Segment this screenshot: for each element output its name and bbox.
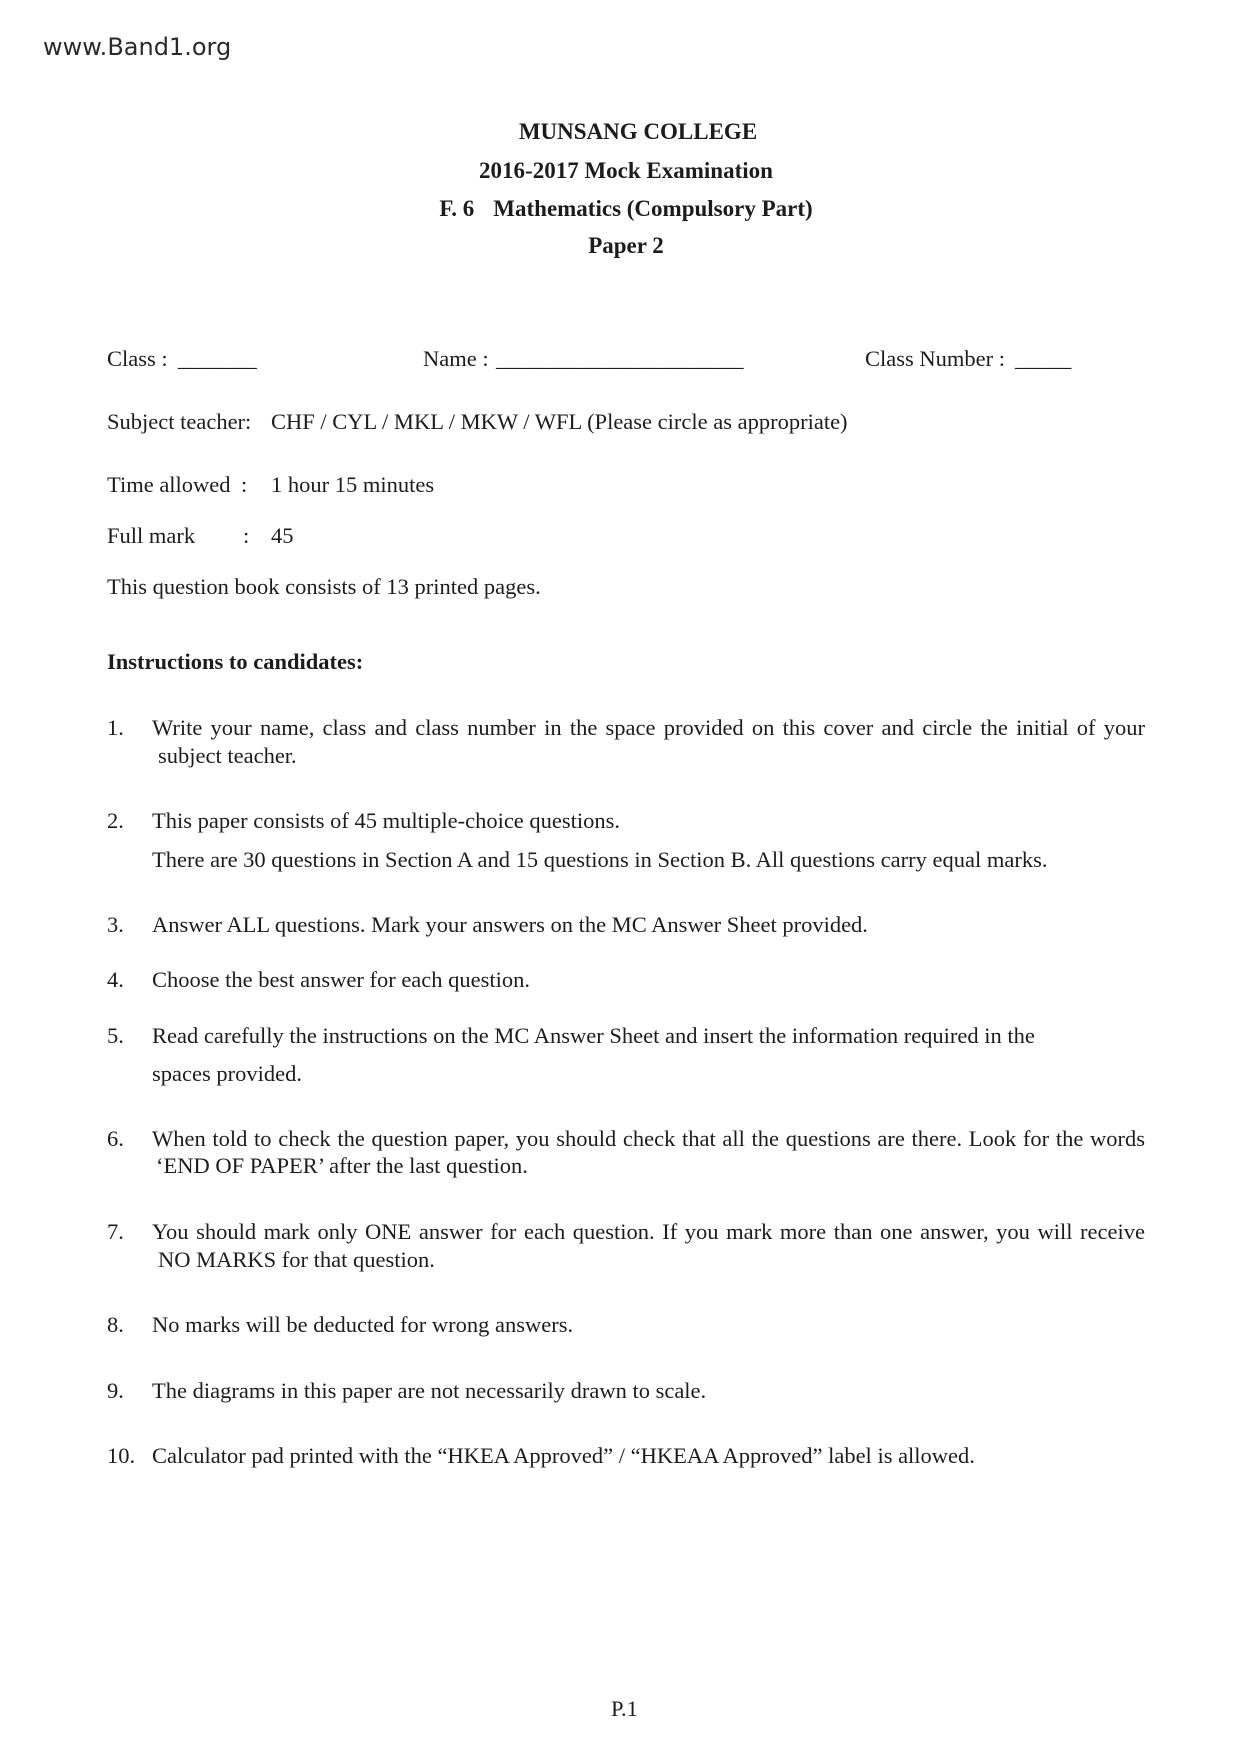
instruction-text: Write your name, class and class number in the space provided on this cover and circle the initial of your	[152, 715, 1145, 740]
paper-number: Paper 2	[588, 233, 664, 258]
full-mark-label: Full mark	[107, 523, 196, 548]
name-blank: ______________________	[496, 346, 744, 371]
instruction-text: NO MARKS for that question.	[158, 1247, 435, 1272]
instructions-heading: Instructions to candidates:	[107, 649, 364, 674]
instruction-text: When told to check the question paper, you should check that all the questions are there. Look for the words	[152, 1126, 1145, 1151]
class-blank: _______	[178, 346, 257, 371]
subject-teacher-label: Subject teacher:	[107, 409, 252, 434]
exam-title: 2016-2017 Mock Examination	[479, 158, 773, 183]
time-allowed-value: 1 hour 15 minutes	[271, 472, 435, 497]
instruction-number: 8.	[107, 1312, 124, 1337]
instruction-number: 4.	[107, 967, 124, 992]
subject-name: Mathematics (Compulsory Part)	[493, 196, 813, 221]
class-label: Class :	[107, 346, 168, 371]
instruction-number: 10.	[107, 1443, 136, 1468]
instruction-number: 2.	[107, 808, 124, 833]
instruction-text: Answer ALL questions. Mark your answers on the MC Answer Sheet provided.	[152, 912, 868, 937]
time-allowed-label: Time allowed	[107, 472, 231, 497]
instruction-text: ‘END OF PAPER’ after the last question.	[156, 1153, 528, 1178]
instruction-text: Choose the best answer for each question.	[152, 967, 531, 992]
page-count-note: This question book consists of 13 printed pages.	[107, 574, 541, 599]
instruction-text: The diagrams in this paper are not necessarily drawn to scale.	[152, 1378, 707, 1403]
instruction-number: 5.	[107, 1023, 124, 1048]
class-number-blank: _____	[1015, 346, 1072, 371]
class-number-label: Class Number :	[865, 346, 1005, 371]
form-level: F. 6	[439, 196, 475, 221]
instruction-number: 1.	[107, 715, 124, 740]
subject-teacher-options: CHF / CYL / MKL / MKW / WFL (Please circle as appropriate)	[271, 409, 848, 434]
full-mark-value: 45	[271, 523, 294, 548]
instruction-number: 3.	[107, 912, 124, 937]
instruction-text: There are 30 questions in Section A and 15 questions in Section B. All questions carry equal marks.	[152, 847, 1048, 872]
full-mark-separator: :	[243, 523, 250, 548]
instruction-text: Calculator pad printed with the “HKEA Approved” / “HKEAA Approved” label is allowed.	[152, 1443, 975, 1468]
time-allowed-separator: :	[241, 472, 248, 497]
school-name: MUNSANG COLLEGE	[518, 119, 758, 144]
form-subject-line	[12, 195, 1240, 222]
instruction-number: 6.	[107, 1126, 124, 1151]
instruction-number: 7.	[107, 1219, 124, 1244]
instruction-text: You should mark only ONE answer for each question. If you mark more than one answer, you will receive	[152, 1219, 1145, 1244]
instruction-text: Read carefully the instructions on the MC Answer Sheet and insert the information required in the	[152, 1023, 1035, 1048]
instruction-text: No marks will be deducted for wrong answers.	[152, 1312, 574, 1337]
name-label: Name :	[423, 346, 489, 371]
instruction-text: This paper consists of 45 multiple-choice questions.	[152, 808, 621, 833]
instruction-text: subject teacher.	[158, 743, 297, 768]
website-watermark: www.Band1.org	[43, 33, 232, 61]
instruction-number: 9.	[107, 1378, 124, 1403]
instruction-text: spaces provided.	[152, 1061, 302, 1086]
page-number: P.1	[611, 1696, 638, 1721]
